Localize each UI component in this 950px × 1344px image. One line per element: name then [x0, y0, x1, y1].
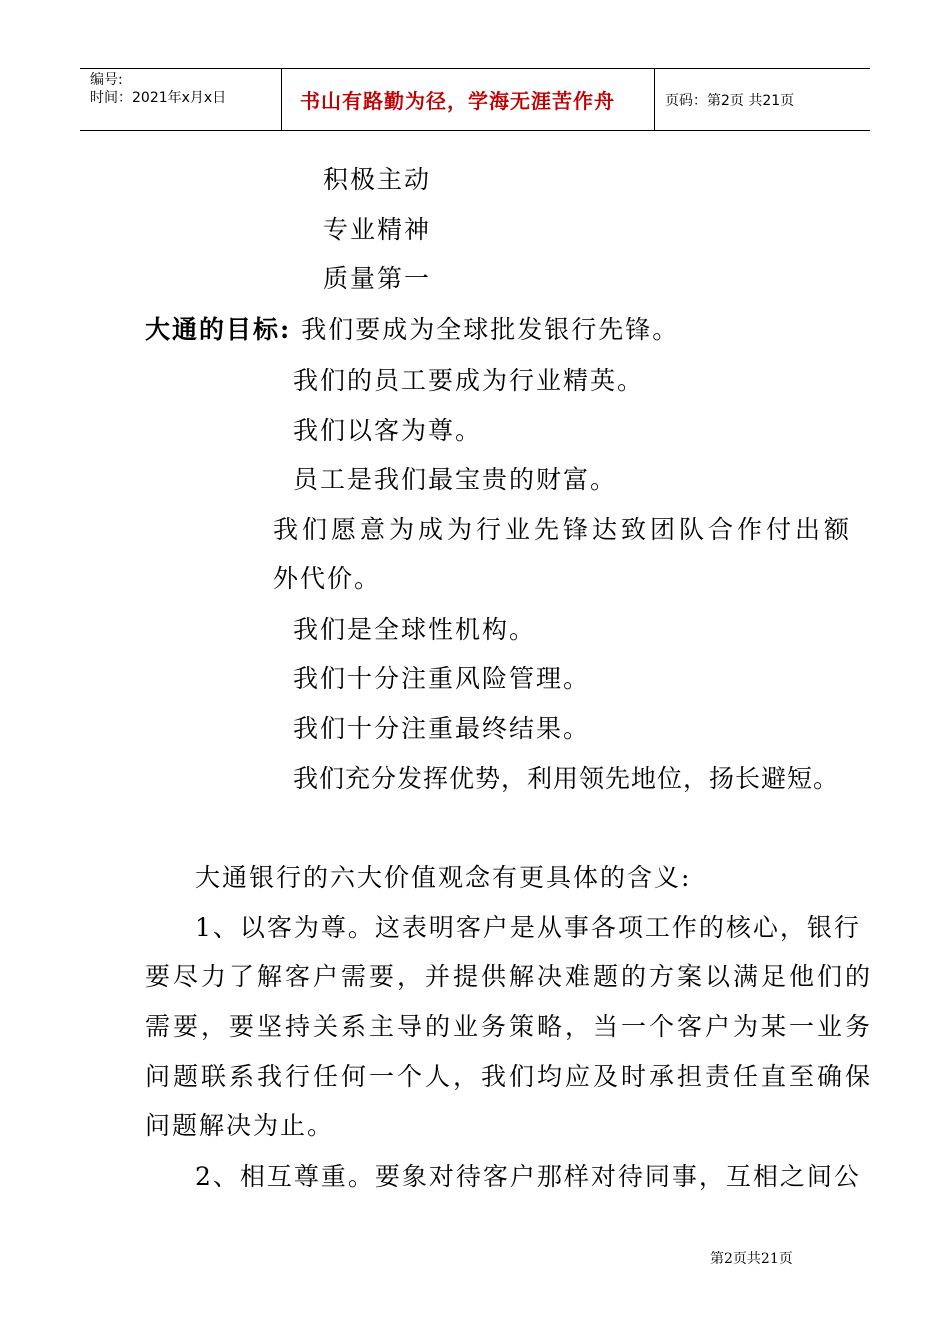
paragraph-line: 问题解决为止。 [145, 1111, 335, 1140]
goal-item: 员工是我们最宝贵的财富。 [293, 465, 618, 494]
paragraph-line: 需要，要坚持关系主导的业务策略，当一个客户为某一业务 [145, 1012, 874, 1041]
paragraph-line: 要尽力了解客户需要，并提供解决难题的方案以满足他们的 [145, 962, 874, 991]
goal-wrap-line: 外代价。 [273, 564, 382, 593]
value-item: 专业精神 [323, 215, 432, 244]
header-page-info-cell [655, 69, 870, 130]
page-footer: 第2页共21页 [710, 1251, 793, 1267]
body-intro: 大通银行的六大价值观念有更具体的含义: [195, 863, 692, 892]
goal-item: 我们充分发挥优势，利用领先地位，扬长避短。 [293, 764, 840, 793]
goals-label: 大通的目标: [145, 315, 292, 344]
value-item: 质量第一 [323, 264, 432, 293]
paragraph-line: 1、以客为尊。这表明客户是从事各项工作的核心，银行 [195, 913, 861, 942]
goal-item: 我们的员工要成为行业精英。 [293, 366, 645, 395]
goals-first-line [145, 315, 679, 345]
header-meta [80, 69, 282, 130]
goal-wrap-line: 我们愿意为成为行业先锋达致团队合作付出额 [273, 515, 854, 544]
number-label: 编号: [90, 72, 123, 88]
goal-item: 我们十分注重最终结果。 [293, 714, 591, 743]
value-item: 积极主动 [323, 165, 432, 194]
header-page-info: 页码：第2页 共21页 [665, 92, 795, 109]
goal-item: 我们以客为尊。 [293, 416, 483, 445]
document-header [80, 68, 870, 131]
paragraph-line: 问题联系我行任何一个人，我们均应及时承担责任直至确保 [145, 1062, 874, 1091]
paragraph-line: 2、相互尊重。要象对待客户那样对待同事，互相之间公 [195, 1162, 861, 1191]
header-motto: 书山有路勤为径，学海无涯苦作舟 [300, 89, 615, 113]
time-label: 时间：2021年x月x日 [90, 90, 227, 106]
header-motto-cell [282, 69, 655, 130]
goal-item: 我们十分注重风险管理。 [293, 664, 591, 693]
goals-first: 我们要成为全球批发银行先锋。 [301, 315, 680, 344]
goal-item: 我们是全球性机构。 [293, 615, 537, 644]
